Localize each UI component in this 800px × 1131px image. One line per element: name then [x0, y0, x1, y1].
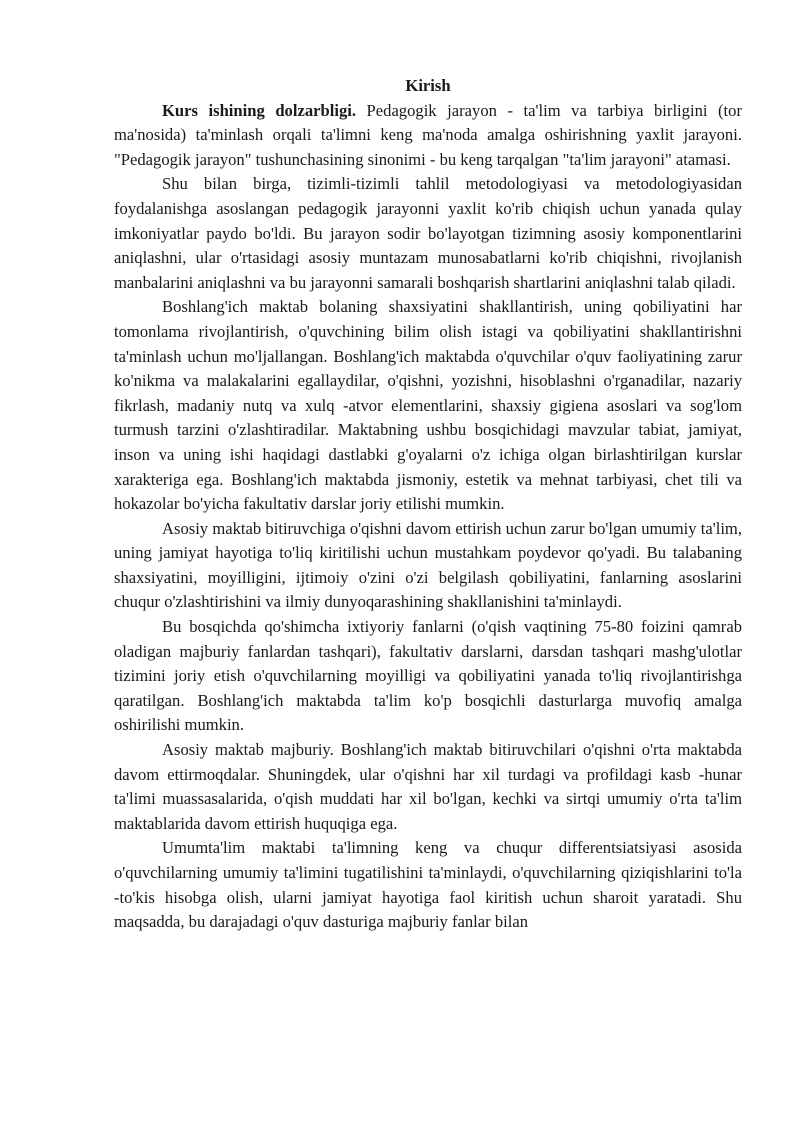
paragraph-2: Shu bilan birga, tizimli-tizimli tahlil metodologiyasi va metodologiyasidan foydalanishga asoslangan pedagogik jarayonni yaxlit ko'rib chiqish uchun yanada qulay imkoniyatlar paydo bo'ldi. Bu jarayon sodir bo'layotgan tizimning asosiy komponentlarini aniqlashni, ular o'rtasidagi asosiy muntazam munosabatlarni ko'rib chiqishni, rivojlanish manbalarini aniqlashni va bu jarayonni samarali boshqarish shartlarini aniqlashni talab qiladi.	[114, 174, 742, 292]
document-title: Kirish	[405, 76, 451, 95]
paragraph-1-text: Pedagogik jarayon - ta'lim va tarbiya birligini (tor ma'nosida) ta'minlash orqali ta'limni keng ma'noda amalga oshirishning yaxlit jarayoni. "Pedagogik jarayon" tushunchasining sinonimi - bu keng tarqalgan "ta'lim jarayoni" atamasi.	[114, 100, 742, 169]
paragraph-7: Umumta'lim maktabi ta'limning keng va chuqur differentsiatsiyasi asosida o'quvchilarning umumiy ta'limini tugatilishini ta'minlaydi, o'quvchilarning qiziqishlarini to'la -to'kis hisobga olish, ularni jamiyat hayotiga faol kiritish uchun sharoit yaratadi. Shu maqsadda, bu darajadagi o'quv dasturiga majburiy fanlar bilan	[114, 838, 742, 932]
paragraph-1	[114, 99, 742, 173]
paragraph-6: Asosiy maktab majburiy. Boshlang'ich maktab bitiruvchilari o'qishni o'rta maktabda davom ettirmoqdalar. Shuningdek, ular o'qishni har xil turdagi va profildagi kasb -hunar ta'limi muassasalarida, o'qish muddati har xil bo'lgan, kechki va sirtqi umumiy o'rta ta'lim maktablarida davom ettirish huquqiga ega.	[114, 740, 742, 833]
lead-heading: Kurs ishining dolzarbligi.	[162, 100, 356, 120]
paragraph-3: Boshlang'ich maktab bolaning shaxsiyatini shakllantirish, uning qobiliyatini har tomonlama rivojlantirish, o'quvchining bilim olish istagi va qobiliyatini shakllantirishni ta'minlash uchun mo'ljallangan. Boshlang'ich maktabda o'quvchilar o'quv faoliyatining zarur ko'nikma va malakalarini egallaydilar, o'qishni, yozishni, hisoblashni o'rganadilar, nazariy fikrlash, madaniy nutq va xulq -atvor elementlarini, shaxsiy gigiena asoslari va sog'lom turmush tarzini o'zlashtiradilar. Maktabning ushbu bosqichidagi mavzular tabiat, jamiyat, inson va uning ishi haqidagi dastlabki g'oyalarni o'z ichiga olgan birlashtirilgan kurslar xarakteriga ega. Boshlang'ich maktabda jismoniy, estetik va mehnat tarbiyasi, chet tili va hokazolar bo'yicha fakultativ darslar joriy etilishi mumkin.	[114, 297, 742, 514]
paragraph-5: Bu bosqichda qo'shimcha ixtiyoriy fanlarni (o'qish vaqtining 75-80 foizini qamrab oladigan majburiy fanlardan tashqari), fakultativ darslarni, darsdan tashqari mashg'ulotlar tizimini joriy etish o'quvchilarning moyilligi va qobiliyatini yanada to'liq rivojlantirishga qaratilgan. Boshlang'ich maktabda ta'lim ko'p bosqichli dasturlarga muvofiq amalga oshirilishi mumkin.	[114, 617, 742, 735]
document-page	[114, 74, 742, 935]
paragraph-4: Asosiy maktab bitiruvchiga o'qishni davom ettirish uchun zarur bo'lgan umumiy ta'lim, uning jamiyat hayotiga to'liq kiritilishi uchun mustahkam poydevor qo'yadi. Bu talabaning shaxsiyatini, moyilligini, ijtimoiy o'zini o'zi belgilash qobiliyatini, fanlarning asoslarini chuqur o'zlashtirishini va ilmiy dunyoqarashining shakllanishini ta'minlaydi.	[114, 518, 742, 612]
